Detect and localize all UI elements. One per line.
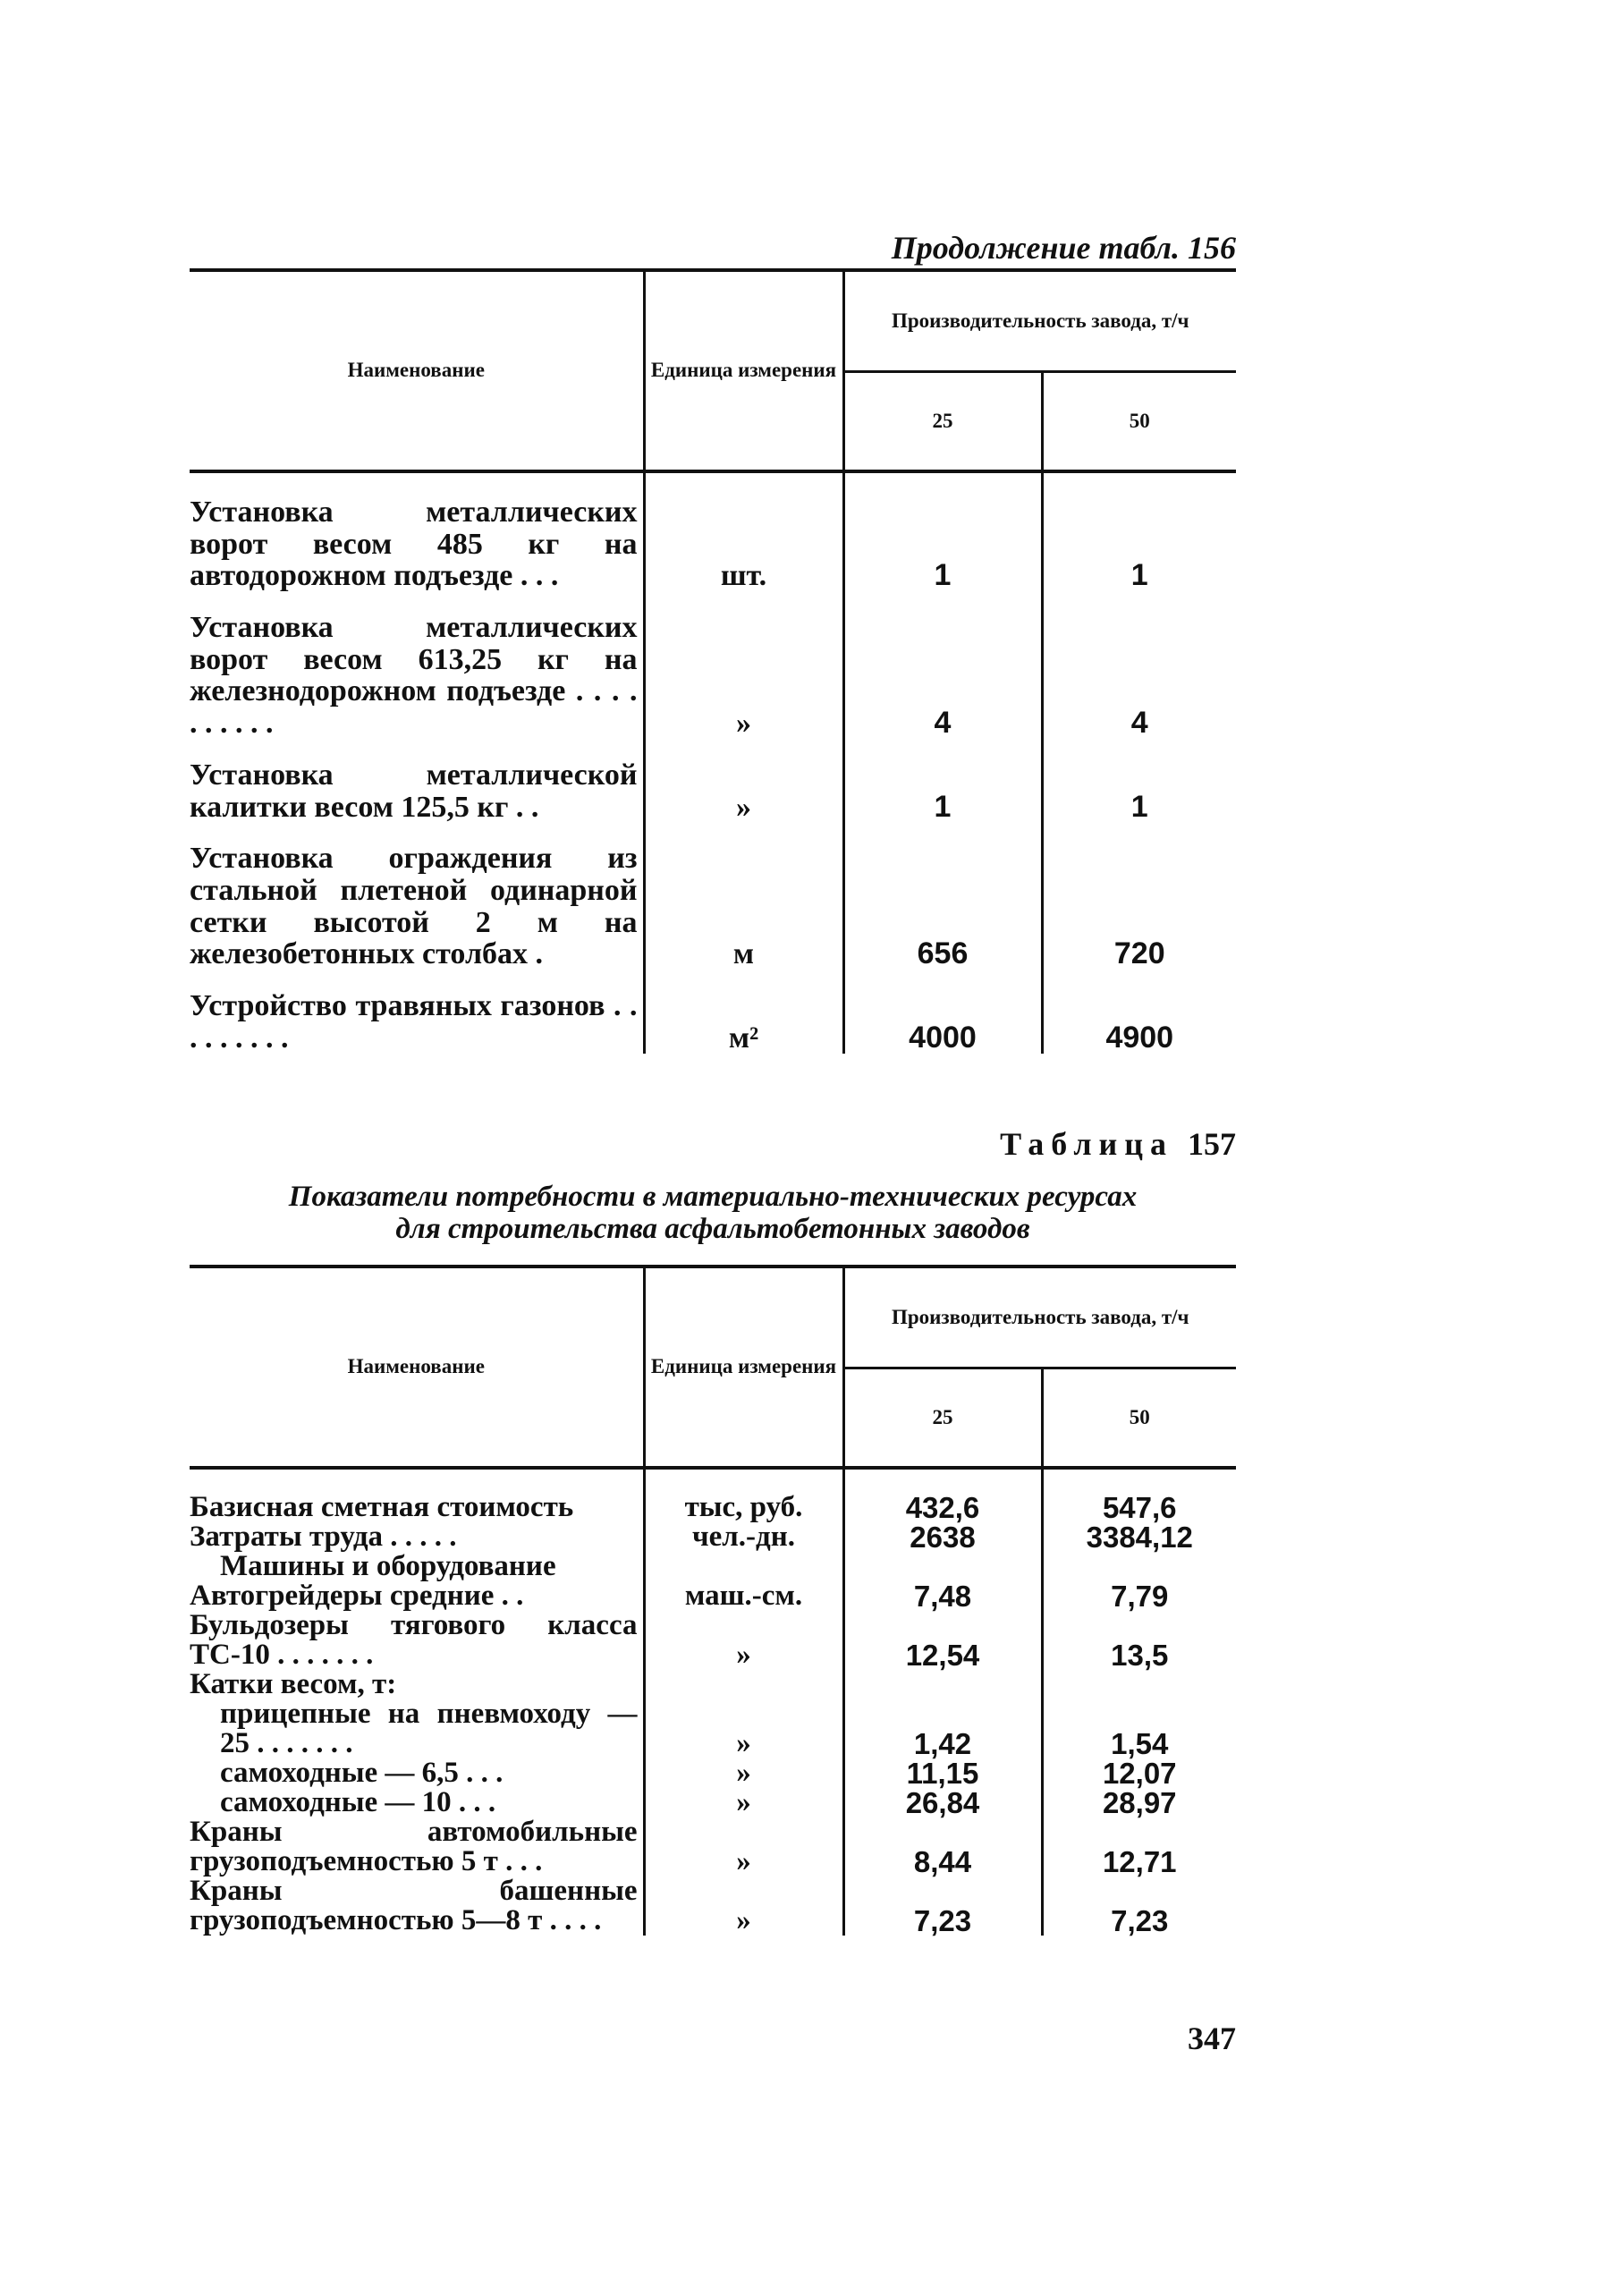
row-value-25: 656 [843, 823, 1042, 970]
row-unit: » [644, 592, 843, 740]
table-row [190, 1522, 1236, 1552]
row-name: Затраты труда . . . . . [190, 1521, 457, 1553]
row-name: Базисная сметная стоимость [190, 1491, 574, 1523]
table-number: 157 [1188, 1126, 1236, 1162]
row-unit: » [644, 1817, 843, 1877]
table-row [190, 1670, 1236, 1699]
row-value-25: 1 [843, 740, 1042, 823]
row-unit: » [644, 1877, 843, 1936]
row-value-25: 2638 [843, 1522, 1042, 1552]
row-unit: » [644, 1611, 843, 1670]
row-unit: » [644, 740, 843, 823]
row-value-50: 547,6 [1042, 1493, 1236, 1522]
table-row [190, 496, 1236, 592]
row-value-50: 7,79 [1042, 1581, 1236, 1611]
row-unit: » [644, 1788, 843, 1817]
row-value-50 [1042, 1670, 1236, 1699]
row-name: Катки весом, т: [190, 1668, 397, 1700]
header-col-25: 25 [843, 372, 1042, 472]
row-value-25: 7,23 [843, 1877, 1042, 1936]
header-name: Наименование [347, 359, 485, 382]
row-value-50: 1 [1042, 740, 1236, 823]
row-name: Автогрейдеры средние . . [190, 1580, 524, 1612]
row-value-25: 8,44 [843, 1817, 1042, 1877]
row-unit: м² [644, 970, 843, 1054]
table-row [190, 1788, 1236, 1817]
table-156 [190, 268, 1236, 1054]
table-row [190, 1611, 1236, 1670]
row-value-50: 4 [1042, 592, 1236, 740]
row-name: прицепные на пневмоходу — 25 . . . . . . . [220, 1698, 638, 1759]
row-value-25: 1 [843, 496, 1042, 592]
table-157-title [190, 1181, 1236, 1246]
row-value-25 [843, 1670, 1042, 1699]
table-157-body [190, 1468, 1236, 1936]
row-value-50: 720 [1042, 823, 1236, 970]
row-value-25: 4 [843, 592, 1042, 740]
row-value-25: 7,48 [843, 1581, 1042, 1611]
table-row [190, 1877, 1236, 1936]
row-value-50: 13,5 [1042, 1611, 1236, 1670]
row-name: Установка металлических ворот весом 613,25 кг на железнодорожном подъезде . . . . . . . . . . [190, 611, 638, 741]
table-section-row [190, 1552, 1236, 1581]
table-row [190, 1817, 1236, 1877]
header-unit: Единица измерения [644, 270, 843, 471]
row-unit: маш.-см. [644, 1581, 843, 1611]
row-name: Краны автомобильные грузоподъемностью 5 т . . . [190, 1816, 638, 1877]
row-name: Установка металлических ворот весом 485 кг на автодорожном подъезде . . . [190, 496, 638, 593]
header-col-50: 50 [1042, 1368, 1236, 1469]
row-name: Краны башенные грузоподъемностью 5—8 т . . . . [190, 1875, 638, 1936]
row-unit: тыс, руб. [644, 1493, 843, 1522]
header-capacity: Производительность завода, т/ч [843, 1267, 1236, 1368]
table-title-line-2: для строительства асфальтобетонных заводов [395, 1213, 1030, 1246]
table-156-body [190, 471, 1236, 1054]
row-value-25: 1,42 [843, 1699, 1042, 1758]
row-name: самоходные — 10 . . . [220, 1786, 496, 1818]
row-value-50: 1,54 [1042, 1699, 1236, 1758]
row-value-50: 1 [1042, 496, 1236, 592]
table-row [190, 1758, 1236, 1788]
row-unit: » [644, 1699, 843, 1758]
header-col-50: 50 [1042, 372, 1236, 472]
row-value-50: 4900 [1042, 970, 1236, 1054]
row-value-25: 432,6 [843, 1493, 1042, 1522]
row-value-25: 12,54 [843, 1611, 1042, 1670]
row-unit [644, 1670, 843, 1699]
table-title-line-1: Показатели потребности в материально-технических ресурсах [288, 1181, 1138, 1213]
row-value-50: 12,07 [1042, 1758, 1236, 1788]
table-row [190, 970, 1236, 1054]
row-name: Установка металлической калитки весом 125,5 кг . . [190, 758, 638, 824]
row-name: Бульдозеры тягового класса ТС-10 . . . . . . . [190, 1609, 638, 1671]
table-row [190, 592, 1236, 740]
row-value-25: 4000 [843, 970, 1042, 1054]
row-value-25: 11,15 [843, 1758, 1042, 1788]
row-unit: шт. [644, 496, 843, 592]
row-value-50: 7,23 [1042, 1877, 1236, 1936]
page-number: 347 [1188, 2021, 1236, 2056]
row-value-50: 28,97 [1042, 1788, 1236, 1817]
row-value-50: 3384,12 [1042, 1522, 1236, 1552]
header-name: Наименование [347, 1355, 485, 1378]
row-value-25: 26,84 [843, 1788, 1042, 1817]
table-continuation-label: Продолжение табл. 156 [891, 230, 1236, 266]
header-capacity: Производительность завода, т/ч [843, 270, 1236, 372]
table-157-number [190, 1125, 1236, 1163]
row-value-50: 12,71 [1042, 1817, 1236, 1877]
section-heading: Машины и оборудование [220, 1550, 556, 1582]
table-row [190, 1581, 1236, 1611]
row-unit: чел.-дн. [644, 1522, 843, 1552]
table-157 [190, 1265, 1236, 1936]
row-name: Установка ограждения из стальной плетеной одинарной сетки высотой 2 м на железобетонных столбах . [190, 842, 638, 971]
table-row [190, 740, 1236, 823]
row-name: Устройство травяных газонов . . . . . . . . . [190, 988, 638, 1055]
row-name: самоходные — 6,5 . . . [220, 1757, 504, 1789]
table-row [190, 1493, 1236, 1522]
table-row [190, 823, 1236, 970]
table-row [190, 1699, 1236, 1758]
row-unit: м [644, 823, 843, 970]
table-label: Таблица [1000, 1126, 1173, 1162]
header-col-25: 25 [843, 1368, 1042, 1469]
row-unit: » [644, 1758, 843, 1788]
header-unit: Единица измерения [644, 1267, 843, 1468]
